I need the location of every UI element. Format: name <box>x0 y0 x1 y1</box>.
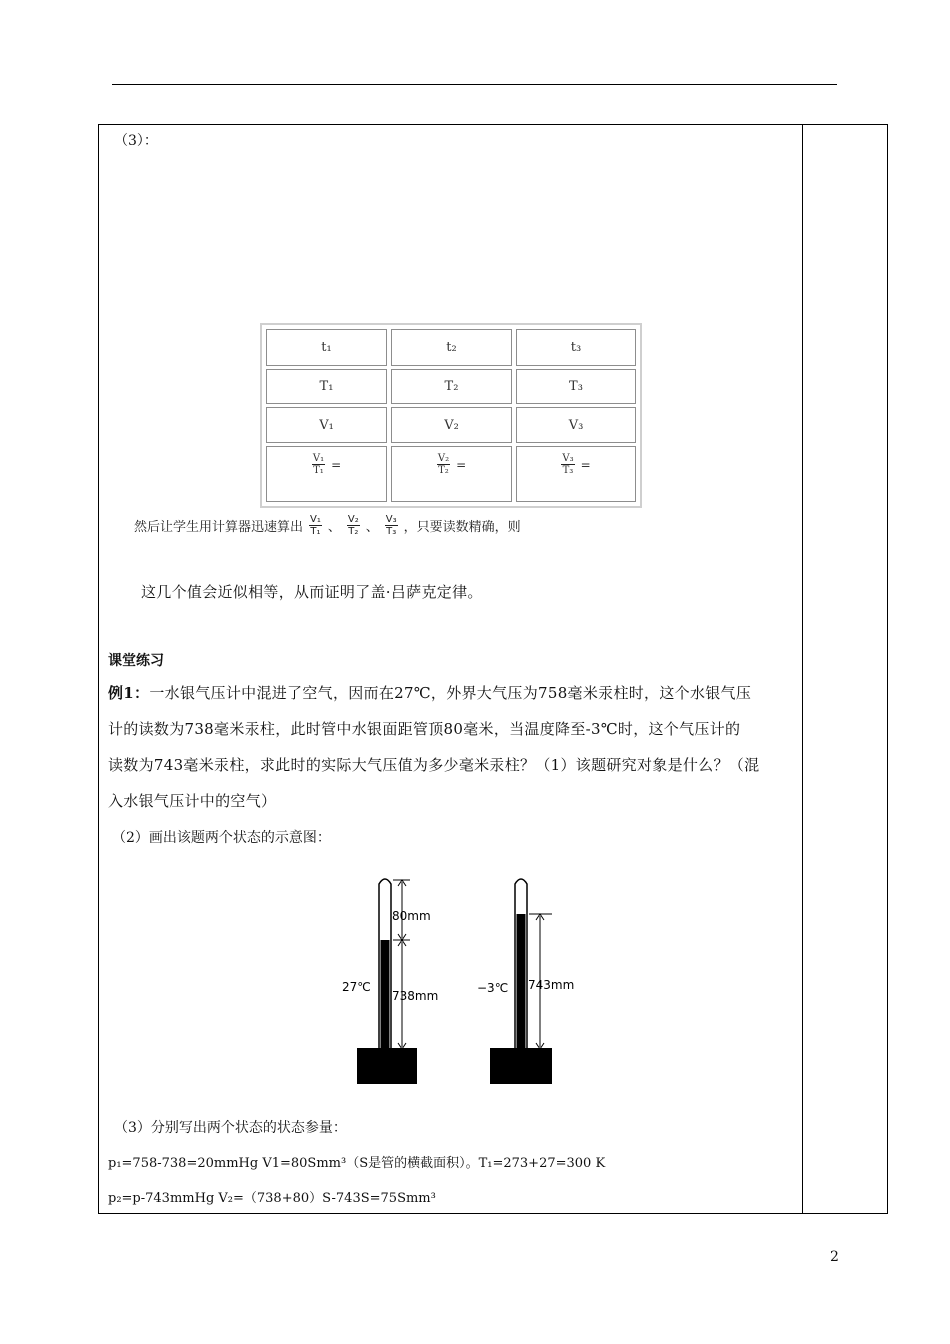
table-cell: V₂ <box>391 407 512 443</box>
data-table <box>260 323 642 508</box>
example-line: 例1：一水银气压计中混进了空气，因而在27℃，外界大气压为758毫米汞柱时，这个水银气压 <box>108 684 752 702</box>
fraction: $\frac{\text{V₃}}{\text{T₃}}$ <box>562 453 574 476</box>
header-rule <box>112 84 837 85</box>
barometer-diagram <box>330 868 590 1090</box>
table-cell <box>516 446 636 502</box>
table-cell <box>266 446 387 502</box>
section3-label: （3）： <box>114 133 158 149</box>
example-line: 入水银气压计中的空气） <box>108 792 277 810</box>
p2-line: p₂=p-743mmHg V₂=（738+80）S-743S=75Smm³ <box>108 1191 436 1206</box>
table-cell: T₁ <box>266 369 387 404</box>
table-cell: V₁ <box>266 407 387 443</box>
fraction: $\frac{\text{V₂}}{\text{T₂}}$ <box>347 514 359 537</box>
table-cell <box>391 446 512 502</box>
example-line: 读数为743毫米汞柱，求此时的实际大气压值为多少毫米汞柱？（1）该题研究对象是什么？（混 <box>108 756 760 774</box>
page-number: 2 <box>830 1249 839 1265</box>
calc-line: 然后让学生用计算器迅速算出 $\frac{\text{V₁}}{\text{T₁}}$ 、 $\frac{\text{V₂}}{\text{T₂}}$ 、 $\frac{\text{V₃}}{\text{T₃}}$ ，只要读数精确，则 <box>134 514 521 537</box>
fraction: $\frac{\text{V₁}}{\text{T₁}}$ <box>310 514 321 537</box>
step2-text: （2）画出该题两个状态的示意图： <box>112 830 331 846</box>
practice-heading: 课堂练习 <box>108 653 164 669</box>
fraction: $\frac{\text{V₂}}{\text{T₂}}$ <box>437 453 450 476</box>
temp-label: 27℃ <box>342 980 371 994</box>
step3-text: （3）分别写出两个状态的状态参量： <box>114 1120 347 1136</box>
table-cell: t₂ <box>391 329 512 366</box>
table-cell: V₃ <box>516 407 636 443</box>
ratio-formula: $\frac{\text{V₃}}{\text{T₃}}$ = <box>562 453 591 476</box>
p1-line: p₁=758-738=20mmHg V1=80Smm³（S是管的横截面积）。T₁=273+27=300 K <box>108 1156 606 1171</box>
fraction: $\frac{\text{V₃}}{\text{T₃}}$ <box>385 514 397 537</box>
gap-label: 80mm <box>392 909 431 923</box>
table-cell: T₃ <box>516 369 636 404</box>
column-divider <box>802 124 803 1214</box>
table-cell: T₂ <box>391 369 512 404</box>
column-label: 738mm <box>392 989 439 1003</box>
ratio-formula: $\frac{\text{V₁}}{\text{T₁}}$ = <box>312 453 342 476</box>
left-barometer <box>342 879 438 1084</box>
column-label: 743mm <box>528 978 575 992</box>
table-cell: t₁ <box>266 329 387 366</box>
fraction: $\frac{\text{V₁}}{\text{T₁}}$ <box>312 453 325 476</box>
table-cell: t₃ <box>516 329 636 366</box>
example-line: 计的读数为738毫米汞柱，此时管中水银面距管顶80毫米，当温度降至-3℃时，这个气压计的 <box>108 720 741 738</box>
conclusion-text: 这几个值会近似相等，从而证明了盖·吕萨克定律。 <box>141 583 483 601</box>
right-barometer <box>477 879 574 1084</box>
ratio-formula: $\frac{\text{V₂}}{\text{T₂}}$ = <box>437 453 467 476</box>
temp-label: −3℃ <box>477 981 509 995</box>
